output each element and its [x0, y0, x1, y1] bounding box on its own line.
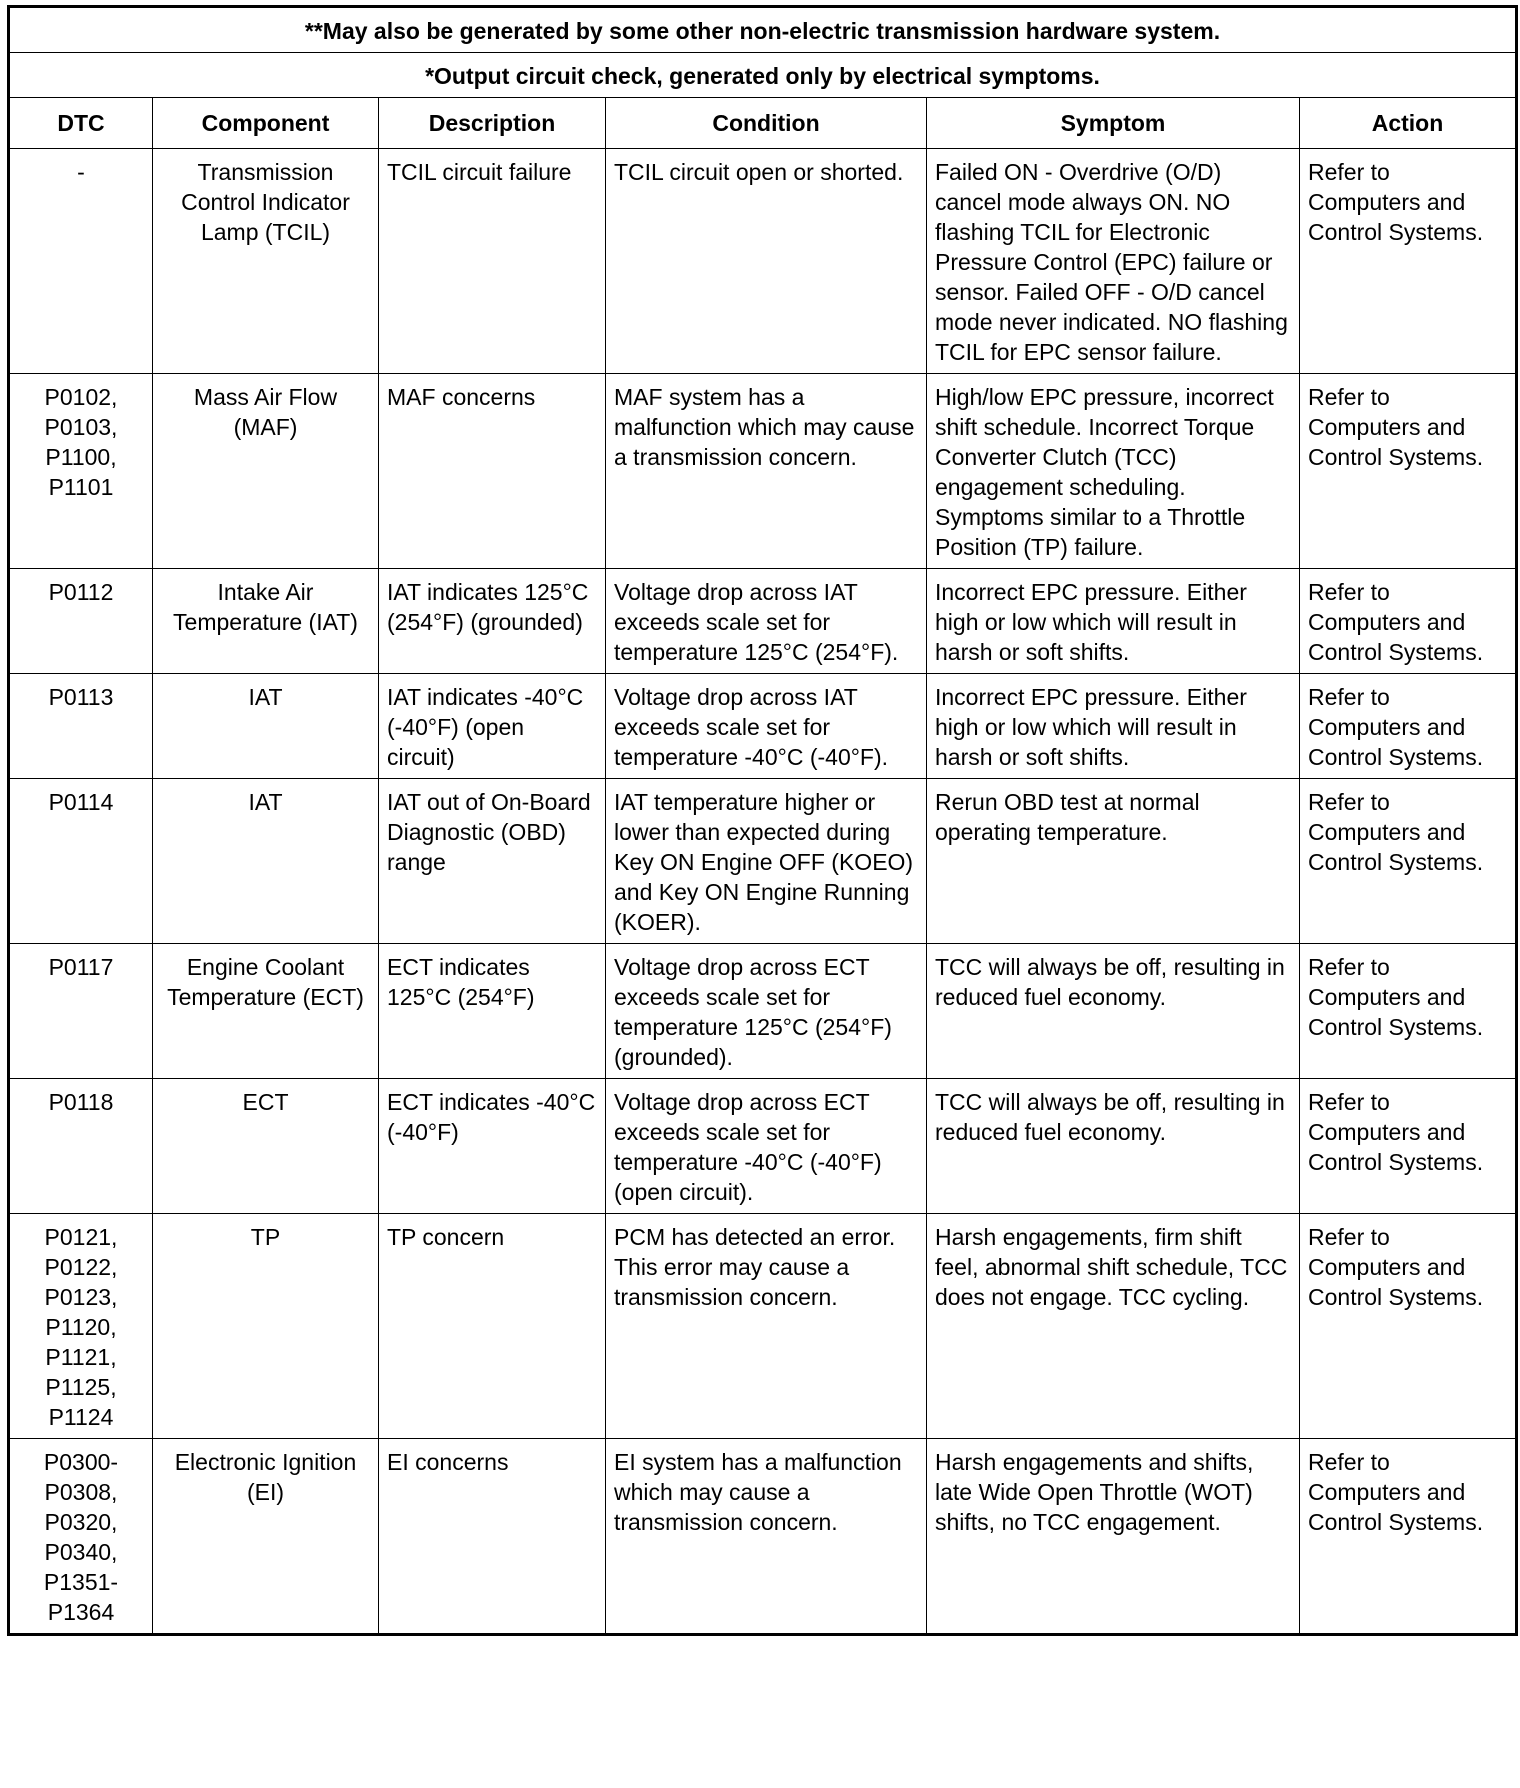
cell-symptom: TCC will always be off, resulting in reduced fuel economy.: [927, 944, 1300, 1079]
header-action: Action: [1300, 98, 1517, 149]
cell-component: Transmission Control Indicator Lamp (TCIL): [153, 149, 379, 374]
cell-condition: EI system has a malfunction which may cause a transmission concern.: [606, 1439, 927, 1635]
cell-symptom: Incorrect EPC pressure. Either high or low which will result in harsh or soft shifts.: [927, 674, 1300, 779]
cell-symptom: Harsh engagements and shifts, late Wide Open Throttle (WOT) shifts, no TCC engagement.: [927, 1439, 1300, 1635]
table-row: [9, 779, 1517, 944]
cell-dtc: -: [9, 149, 153, 374]
cell-action: Refer to Computers and Control Systems.: [1300, 944, 1517, 1079]
cell-description: IAT indicates 125°C (254°F) (grounded): [379, 569, 606, 674]
cell-symptom: Harsh engagements, firm shift feel, abnormal shift schedule, TCC does not engage. TCC cycling.: [927, 1214, 1300, 1439]
table-row: [9, 1214, 1517, 1439]
table-row: [9, 944, 1517, 1079]
cell-condition: Voltage drop across ECT exceeds scale set for temperature 125°C (254°F) (grounded).: [606, 944, 927, 1079]
cell-condition: Voltage drop across ECT exceeds scale set for temperature -40°C (-40°F) (open circuit).: [606, 1079, 927, 1214]
cell-component: TP: [153, 1214, 379, 1439]
header-row: [9, 98, 1517, 149]
cell-symptom: Incorrect EPC pressure. Either high or low which will result in harsh or soft shifts.: [927, 569, 1300, 674]
cell-condition: Voltage drop across IAT exceeds scale set for temperature -40°C (-40°F).: [606, 674, 927, 779]
cell-description: TCIL circuit failure: [379, 149, 606, 374]
cell-condition: Voltage drop across IAT exceeds scale set for temperature 125°C (254°F).: [606, 569, 927, 674]
cell-condition: PCM has detected an error. This error may cause a transmission concern.: [606, 1214, 927, 1439]
table-row: [9, 374, 1517, 569]
cell-component: Mass Air Flow (MAF): [153, 374, 379, 569]
table-row: [9, 149, 1517, 374]
cell-component: Intake Air Temperature (IAT): [153, 569, 379, 674]
dtc-table: [7, 5, 1518, 1636]
cell-condition: MAF system has a malfunction which may cause a transmission concern.: [606, 374, 927, 569]
cell-action: Refer to Computers and Control Systems.: [1300, 374, 1517, 569]
header-condition: Condition: [606, 98, 927, 149]
cell-dtc: P0102, P0103, P1100, P1101: [9, 374, 153, 569]
header-symptom: Symptom: [927, 98, 1300, 149]
cell-description: IAT out of On-Board Diagnostic (OBD) range: [379, 779, 606, 944]
cell-symptom: High/low EPC pressure, incorrect shift schedule. Incorrect Torque Converter Clutch (TCC) engagement scheduling. Symptoms similar to a Throttle Position (TP) failure.: [927, 374, 1300, 569]
cell-dtc: P0117: [9, 944, 153, 1079]
cell-action: Refer to Computers and Control Systems.: [1300, 1439, 1517, 1635]
header-dtc: DTC: [9, 98, 153, 149]
note-row-2: [9, 53, 1517, 98]
cell-action: Refer to Computers and Control Systems.: [1300, 1079, 1517, 1214]
table-row: [9, 674, 1517, 779]
cell-dtc: P0112: [9, 569, 153, 674]
cell-component: IAT: [153, 674, 379, 779]
cell-action: Refer to Computers and Control Systems.: [1300, 149, 1517, 374]
dtc-table-container: [7, 5, 1515, 1636]
cell-symptom: Rerun OBD test at normal operating temperature.: [927, 779, 1300, 944]
table-row: [9, 1079, 1517, 1214]
cell-component: ECT: [153, 1079, 379, 1214]
cell-condition: TCIL circuit open or shorted.: [606, 149, 927, 374]
cell-dtc: P0300- P0308, P0320, P0340, P1351- P1364: [9, 1439, 153, 1635]
cell-component: IAT: [153, 779, 379, 944]
cell-condition: IAT temperature higher or lower than expected during Key ON Engine OFF (KOEO) and Key ON Engine Running (KOER).: [606, 779, 927, 944]
cell-symptom: TCC will always be off, resulting in reduced fuel economy.: [927, 1079, 1300, 1214]
cell-description: ECT indicates -40°C (-40°F): [379, 1079, 606, 1214]
cell-component: Engine Coolant Temperature (ECT): [153, 944, 379, 1079]
cell-dtc: P0114: [9, 779, 153, 944]
cell-dtc: P0118: [9, 1079, 153, 1214]
cell-component: Electronic Ignition (EI): [153, 1439, 379, 1635]
cell-description: ECT indicates 125°C (254°F): [379, 944, 606, 1079]
table-note-output-circuit: *Output circuit check, generated only by electrical symptoms.: [9, 53, 1517, 98]
cell-description: IAT indicates -40°C (-40°F) (open circuit): [379, 674, 606, 779]
cell-dtc: P0121, P0122, P0123, P1120, P1121, P1125, P1124: [9, 1214, 153, 1439]
cell-action: Refer to Computers and Control Systems.: [1300, 779, 1517, 944]
cell-dtc: P0113: [9, 674, 153, 779]
cell-action: Refer to Computers and Control Systems.: [1300, 569, 1517, 674]
cell-action: Refer to Computers and Control Systems.: [1300, 1214, 1517, 1439]
header-description: Description: [379, 98, 606, 149]
cell-symptom: Failed ON - Overdrive (O/D) cancel mode always ON. NO flashing TCIL for Electronic Pressure Control (EPC) failure or sensor. Failed OFF - O/D cancel mode never indicated. NO flashing TCIL for EPC sensor failure.: [927, 149, 1300, 374]
table-row: [9, 569, 1517, 674]
cell-description: EI concerns: [379, 1439, 606, 1635]
note-row-1: [9, 7, 1517, 53]
header-component: Component: [153, 98, 379, 149]
cell-description: MAF concerns: [379, 374, 606, 569]
cell-description: TP concern: [379, 1214, 606, 1439]
table-row: [9, 1439, 1517, 1635]
cell-action: Refer to Computers and Control Systems.: [1300, 674, 1517, 779]
table-note-hardware: **May also be generated by some other non-electric transmission hardware system.: [9, 7, 1517, 53]
